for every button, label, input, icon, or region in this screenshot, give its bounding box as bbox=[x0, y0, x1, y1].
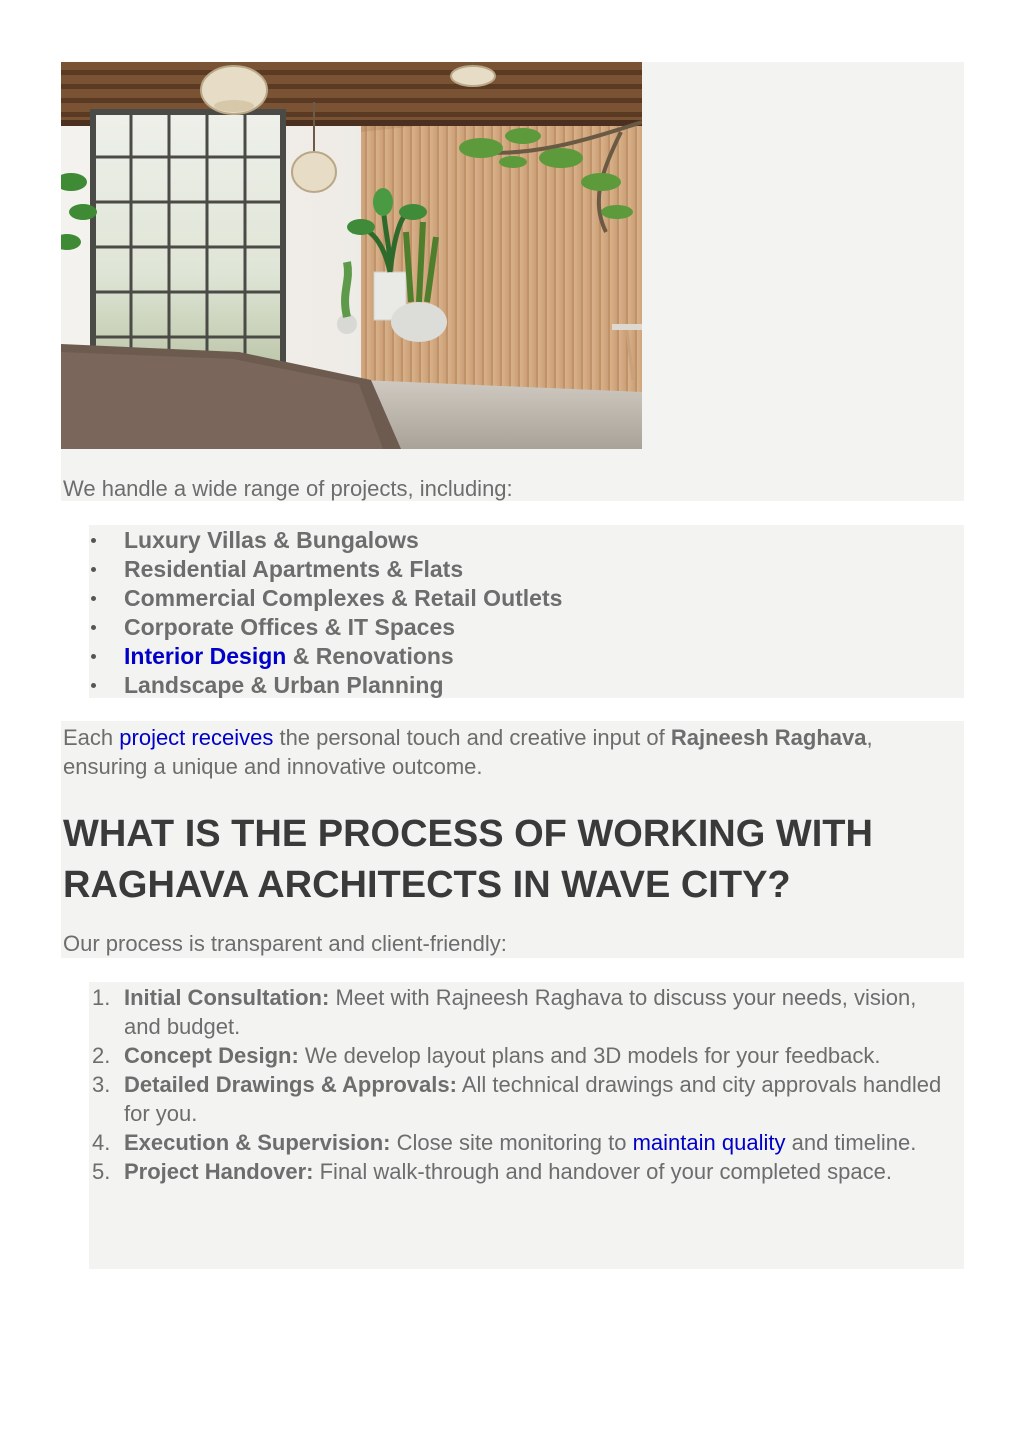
step-number: 3. bbox=[92, 1072, 111, 1097]
step-item: 4. Execution & Supervision: Close site monitoring to maintain quality and timeline. bbox=[92, 1130, 917, 1155]
list-item: Commercial Complexes & Retail Outlets bbox=[89, 584, 964, 613]
bullet-icon bbox=[91, 596, 96, 601]
process-steps-list bbox=[89, 983, 964, 1186]
list-item: Luxury Villas & Bungalows bbox=[89, 526, 964, 555]
bullet-icon bbox=[91, 654, 96, 659]
process-section bbox=[61, 721, 964, 958]
section-heading: WHAT IS THE PROCESS OF WORKING WITH RAGHAVA ARCHITECTS IN WAVE CITY? bbox=[63, 813, 873, 906]
step-number: 2. bbox=[92, 1043, 111, 1068]
architect-name: Rajneesh Raghava bbox=[670, 725, 867, 750]
step-item: 1. Initial Consultation: Meet with Rajneesh Raghava to discuss your needs, vision, and budget. bbox=[92, 985, 917, 1039]
interior-hero-image bbox=[61, 62, 642, 449]
bullet-icon bbox=[91, 567, 96, 572]
step-title: Detailed Drawings & Approvals: bbox=[124, 1072, 457, 1097]
intro-text: We handle a wide range of projects, including: bbox=[63, 476, 513, 501]
step-title: Execution & Supervision: bbox=[124, 1130, 391, 1155]
list-item: Interior Design & Renovations bbox=[89, 642, 964, 671]
interior-design-link[interactable]: Interior Design bbox=[124, 643, 287, 669]
step-item: 2. Concept Design: We develop layout plans and 3D models for your feedback. bbox=[92, 1043, 881, 1068]
step-number: 4. bbox=[92, 1130, 111, 1155]
list-item: Landscape & Urban Planning bbox=[89, 671, 964, 700]
step-title: Concept Design: bbox=[124, 1043, 299, 1068]
description-paragraph: Each project receives the personal touch and creative input of Rajneesh Raghava, ensuring a unique and innovative outcome. bbox=[63, 725, 873, 779]
process-intro-text: Our process is transparent and client-friendly: bbox=[63, 931, 507, 956]
bullet-icon bbox=[91, 538, 96, 543]
project-receives-link[interactable]: project receives bbox=[119, 725, 274, 750]
bullet-icon bbox=[91, 683, 96, 688]
services-section bbox=[89, 525, 964, 698]
steps-section bbox=[89, 982, 964, 1269]
step-number: 5. bbox=[92, 1159, 111, 1184]
step-item: 5. Project Handover: Final walk-through and handover of your completed space. bbox=[92, 1159, 892, 1184]
maintain-quality-link[interactable]: maintain quality bbox=[632, 1130, 786, 1155]
services-list bbox=[89, 526, 964, 700]
step-title: Initial Consultation: bbox=[124, 985, 330, 1010]
bullet-icon bbox=[91, 625, 96, 630]
intro-section bbox=[61, 62, 964, 501]
step-number: 1. bbox=[92, 985, 111, 1010]
step-title: Project Handover: bbox=[124, 1159, 314, 1184]
step-item: 3. Detailed Drawings & Approvals: All technical drawings and city approvals handled for you. bbox=[92, 1072, 942, 1126]
list-item: Residential Apartments & Flats bbox=[89, 555, 964, 584]
list-item: Corporate Offices & IT Spaces bbox=[89, 613, 964, 642]
